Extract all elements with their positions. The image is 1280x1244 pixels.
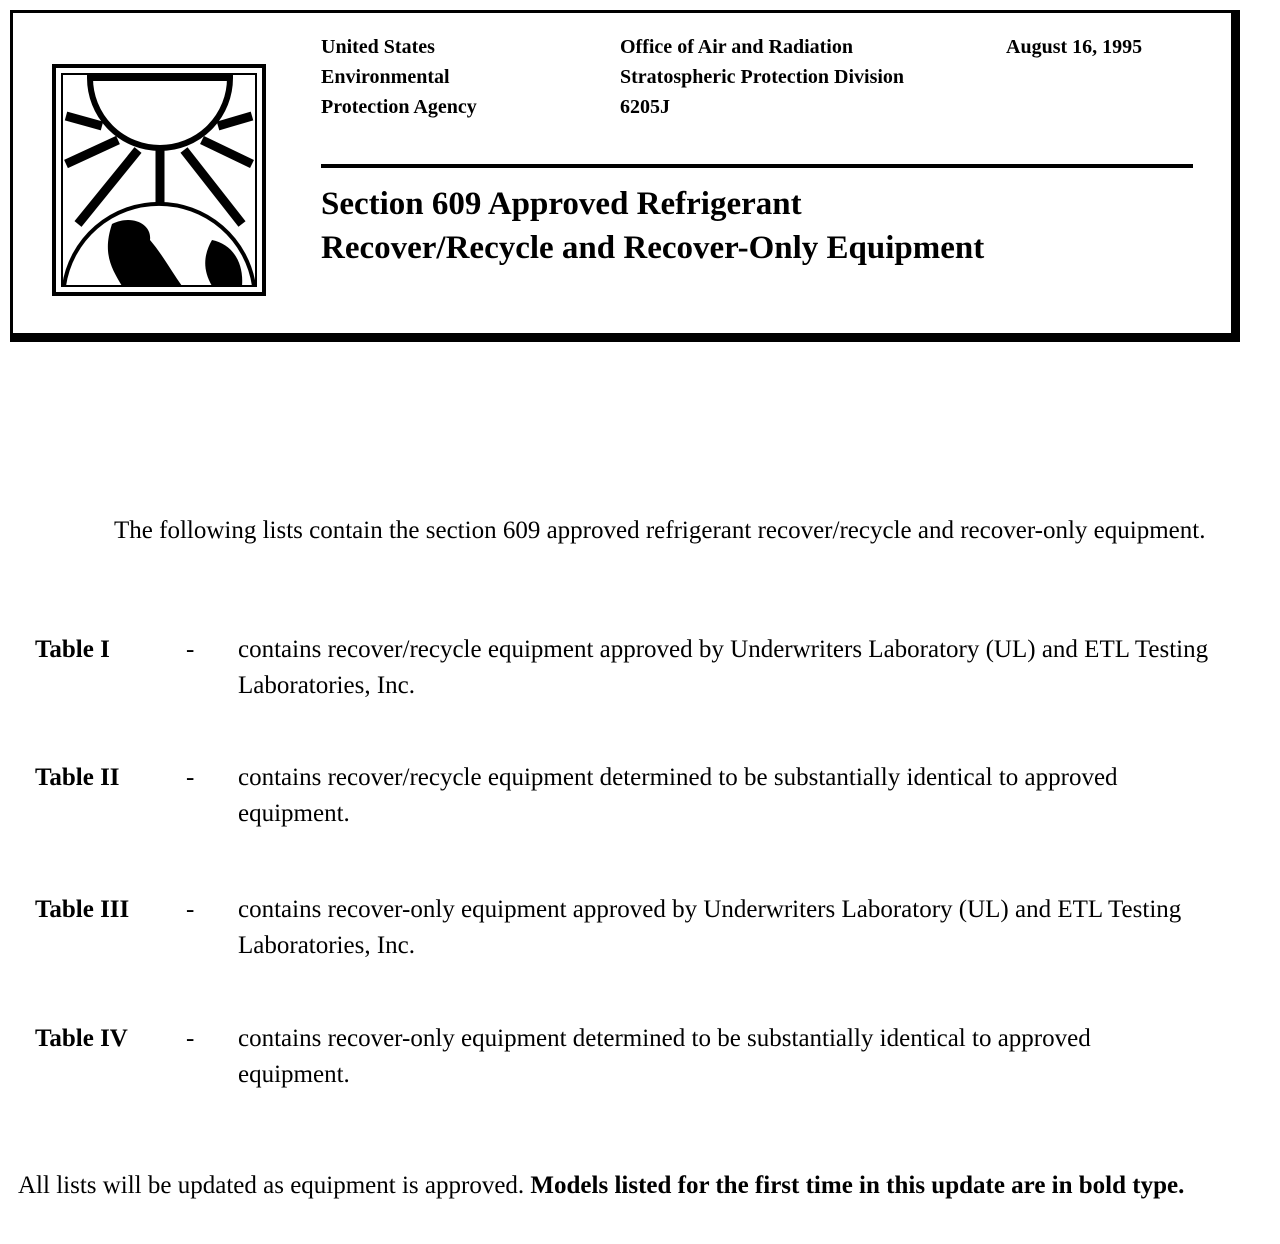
- agency-name: [321, 32, 477, 122]
- document-date: August 16, 1995: [1006, 36, 1143, 58]
- office-line: 6205J: [620, 96, 670, 118]
- header-rule: [321, 164, 1193, 168]
- table-label: Table IV: [35, 1025, 128, 1052]
- table-label: Table III: [35, 896, 130, 923]
- table-dash: -: [186, 896, 195, 923]
- office-line: Stratospheric Protection Division: [620, 66, 905, 88]
- office-name: [620, 32, 904, 122]
- table-dash: -: [186, 636, 195, 663]
- agency-line: Protection Agency: [321, 96, 477, 118]
- table-description: contains recover-only equipment determined to be substantially identical to approved equipment.: [238, 1025, 1091, 1088]
- table-label: Table II: [35, 764, 120, 791]
- table-dash: -: [186, 1025, 195, 1052]
- agency-line: United States: [321, 36, 435, 58]
- document-title: [321, 182, 984, 270]
- table-description: contains recover/recycle equipment determined to be substantially identical to approved equipment.: [238, 764, 1118, 827]
- footer-note: [18, 1168, 1268, 1204]
- agency-line: Environmental: [321, 66, 450, 88]
- title-line: Recover/Recycle and Recover-Only Equipment: [321, 230, 985, 266]
- title-line: Section 609 Approved Refrigerant: [321, 186, 802, 222]
- footer-bold-text: Models listed for the first time in this update are in bold type.: [530, 1172, 1185, 1199]
- footer-normal-text: All lists will be updated as equipment is approved.: [18, 1172, 525, 1199]
- epa-logo-icon: [52, 64, 266, 296]
- table-dash: -: [186, 764, 195, 791]
- table-label: Table I: [35, 636, 110, 663]
- intro-paragraph: The following lists contain the section 609 approved refrigerant recover/recycle and recover-only equipment.: [114, 517, 1206, 544]
- office-line: Office of Air and Radiation: [620, 36, 853, 58]
- table-description: contains recover/recycle equipment approved by Underwriters Laboratory (UL) and ETL Testing Laboratories, Inc.: [238, 636, 1209, 699]
- table-description: contains recover-only equipment approved by Underwriters Laboratory (UL) and ETL Testing Laboratories, Inc.: [238, 896, 1182, 959]
